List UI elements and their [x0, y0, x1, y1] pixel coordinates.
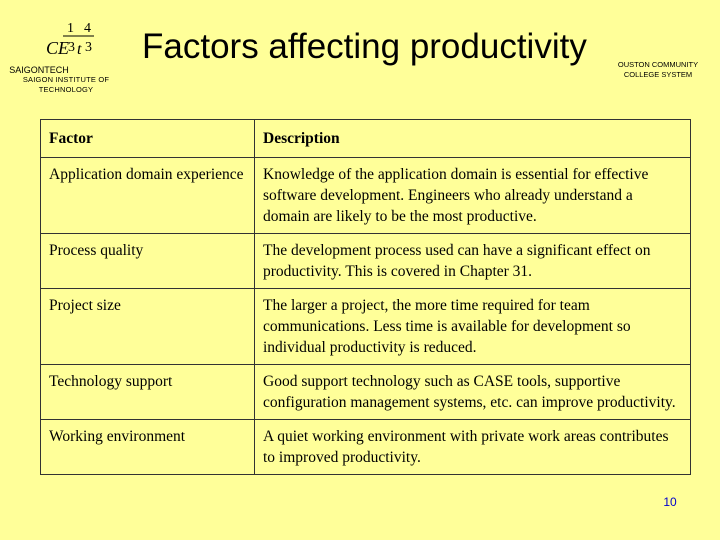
table-row [41, 289, 691, 365]
college-logo-text: OUSTON COMMUNITY COLLEGE SYSTEM [617, 60, 699, 79]
saigontech-logo-mark [46, 18, 106, 62]
description-cell: The larger a project, the more time required for team communications. Less time is available for development so individual productivity is reduced. [255, 289, 691, 365]
page-number: 10 [663, 495, 677, 509]
logo-digit-4: t [77, 41, 82, 58]
logo-name: SAIGONTECH [9, 65, 69, 75]
saigontech-logo [6, 18, 126, 98]
factor-cell: Working environment [41, 420, 255, 475]
description-cell: The development process used can have a significant effect on productivity. This is covered in Chapter 31. [255, 234, 691, 289]
description-cell: Knowledge of the application domain is essential for effective software development. Engineers who already understand a domain are likely to be the most productive. [255, 158, 691, 234]
header-description: Description [255, 120, 691, 158]
factors-table [40, 119, 691, 475]
page-title: Factors affecting productivity [142, 27, 587, 66]
logo-letters: CE [46, 38, 70, 58]
logo-digit-1: 1 [67, 21, 74, 36]
description-cell: A quiet working environment with private work areas contributes to improved productivity. [255, 420, 691, 475]
factor-cell: Process quality [41, 234, 255, 289]
table-row [41, 365, 691, 420]
header-factor: Factor [41, 120, 255, 158]
table-row [41, 158, 691, 234]
table-row [41, 234, 691, 289]
logo-digit-3: 3 [68, 40, 75, 55]
logo-digit-5: 3 [85, 40, 92, 55]
factor-cell: Project size [41, 289, 255, 365]
logo-subtitle: SAIGON INSTITUTE OF TECHNOLOGY [22, 75, 110, 94]
description-cell: Good support technology such as CASE tools, supportive configuration management systems, etc. can improve productivity. [255, 365, 691, 420]
logo-digit-2: 4 [84, 21, 91, 36]
factor-cell: Technology support [41, 365, 255, 420]
table-row [41, 420, 691, 475]
table-header-row [41, 120, 691, 158]
factor-cell: Application domain experience [41, 158, 255, 234]
